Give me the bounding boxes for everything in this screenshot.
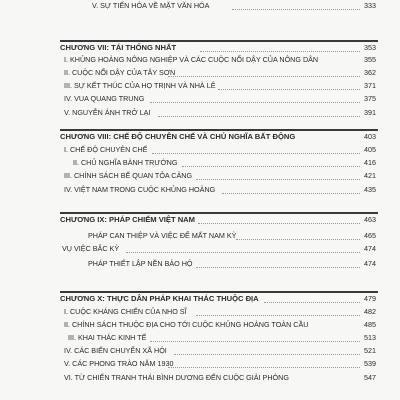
chapter-title: CHƯƠNG IX: PHÁP CHIẾM VIỆT NAM — [60, 215, 195, 224]
toc-entry-page: 482 — [364, 307, 376, 316]
toc-entry-title: I. KHỦNG HOẢNG NÔNG NGHIỆP VÀ CÁC CUỘC NỔI DẬY CỦA NÔNG DÂN — [64, 55, 319, 64]
toc-entry-page: 547 — [364, 373, 376, 382]
toc-entry — [0, 80, 400, 92]
chapter-heading — [0, 131, 400, 143]
toc-entry-page: 416 — [364, 158, 376, 167]
toc-entry-title: III. CHÍNH SÁCH BẾ QUAN TỎA CẢNG — [64, 171, 193, 180]
toc-entry-page: 403 — [364, 132, 376, 141]
dot-leader — [236, 239, 360, 240]
toc-entry-page: 405 — [364, 145, 376, 154]
toc-entry — [0, 306, 400, 318]
toc-entry-title: V. SỰ TIẾN HÓA VỀ MẶT VĂN HÓA — [92, 1, 210, 10]
toc-entry-title: V. CÁC PHONG TRÀO NĂM 1930 — [64, 359, 174, 368]
chapter-heading — [0, 42, 400, 54]
dot-leader — [168, 76, 360, 77]
dot-leader — [152, 153, 360, 154]
toc-entry-page: 485 — [364, 320, 376, 329]
toc-entry — [0, 157, 400, 169]
toc-entry-title: IV. CÁC BIẾN CHUYỂN XÃ HỘI — [64, 346, 167, 355]
toc-entry — [0, 345, 400, 357]
chapter-heading — [0, 293, 400, 305]
dot-leader — [196, 179, 360, 180]
toc-entry-page: 421 — [364, 171, 376, 180]
toc-entry — [0, 170, 400, 182]
toc-entry-title: II. CHÍNH SÁCH THUỘC ĐỊA CHO TỚI CUỘC KHỦNG HOẢNG TOÀN CẦU — [64, 320, 309, 329]
dot-leader — [200, 51, 360, 52]
dot-leader — [198, 223, 360, 224]
dot-leader — [174, 354, 360, 355]
toc-entry-page: 465 — [364, 231, 376, 240]
dot-leader — [150, 102, 360, 103]
toc-entry-title: IV. VIỆT NAM TRONG CUỘC KHỦNG HOẢNG — [64, 185, 216, 194]
toc-entry-title: PHÁP CAN THIỆP VÀ VIỆC ĐỂ MẤT NAM KỲ — [88, 231, 237, 240]
chapter-title: CHƯƠNG VIII: CHẾ ĐỘ CHUYÊN CHẾ VÀ CHỦ NGHĨA BẤT ĐỘNG — [60, 132, 296, 141]
toc-entry — [0, 93, 400, 105]
dot-leader — [232, 9, 360, 10]
toc-entry — [0, 358, 400, 370]
dot-leader — [218, 89, 360, 90]
toc-entry-page: 353 — [364, 43, 376, 52]
toc-entry-title: III. SỰ KẾT THÚC CỦA HỌ TRỊNH VÀ NHÀ LÊ — [64, 81, 216, 90]
toc-entry-page: 463 — [364, 215, 376, 224]
toc-entry — [0, 230, 400, 242]
toc-entry-title: V. NGUYỄN ÁNH TRỞ LẠI — [64, 108, 151, 117]
dot-leader — [158, 116, 360, 117]
toc-entry — [0, 0, 400, 12]
toc-entry — [0, 67, 400, 79]
toc-entry-page: 435 — [364, 185, 376, 194]
dot-leader — [196, 315, 360, 316]
toc-entry-page: 333 — [364, 1, 376, 10]
toc-entry-page: 391 — [364, 108, 376, 117]
toc-entry — [0, 54, 400, 66]
toc-entry-page: 474 — [364, 244, 376, 253]
toc-entry — [0, 372, 400, 384]
toc-entry-title: III. KHAI THÁC KINH TẾ — [68, 333, 147, 342]
toc-entry-page: 362 — [364, 68, 376, 77]
toc-entry-title: I. CUỘC KHÁNG CHIẾN CỦA NHO SĨ — [64, 307, 187, 316]
toc-entry — [0, 319, 400, 331]
toc-entry-page: 474 — [364, 259, 376, 268]
chapter-title: CHƯƠNG VII: TÁI THỐNG NHẤT — [60, 43, 177, 52]
dot-leader — [168, 367, 360, 368]
toc-entry-title: II. CUỘC NỔI DẬY CỦA TÂY SƠN — [64, 68, 176, 77]
toc-entry-page: 355 — [364, 55, 376, 64]
dot-leader — [126, 252, 360, 253]
toc-entry — [0, 107, 400, 119]
toc-entry — [0, 144, 400, 156]
dot-leader — [182, 166, 360, 167]
toc-entry-title: VI. TỪ CHIẾN TRANH THÁI BÌNH DƯƠNG ĐẾN CUỘC GIẢI PHÓNG — [64, 373, 289, 382]
toc-entry — [0, 258, 400, 270]
toc-entry — [0, 332, 400, 344]
chapter-heading — [0, 214, 400, 226]
toc-entry-page: 513 — [364, 333, 376, 342]
dot-leader — [222, 193, 360, 194]
toc-entry-page: 375 — [364, 94, 376, 103]
toc-entry-page: 371 — [364, 81, 376, 90]
toc-entry-page: 521 — [364, 346, 376, 355]
toc-entry-title: IV. VUA QUANG TRUNG — [64, 94, 145, 103]
toc-entry — [0, 243, 400, 255]
toc-entry-page: 479 — [364, 294, 376, 303]
chapter-title: CHƯƠNG X: THỰC DÂN PHÁP KHAI THÁC THUỘC ĐỊA — [60, 294, 259, 303]
toc-entry-title: I. CHẾ ĐỘ CHUYÊN CHẾ — [64, 145, 148, 154]
dot-leader — [264, 302, 360, 303]
toc-entry-title: II. CHỦ NGHĨA BÀNH TRƯỚNG — [73, 158, 178, 167]
toc-entry-page: 539 — [364, 359, 376, 368]
toc-entry-title: PHÁP THIẾT LẬP NỀN BẢO HỘ — [88, 259, 193, 268]
dot-leader — [196, 267, 360, 268]
toc-entry-title: VỤ VIỆC BẮC KỲ — [62, 244, 120, 253]
toc-entry — [0, 184, 400, 196]
dot-leader — [150, 341, 360, 342]
